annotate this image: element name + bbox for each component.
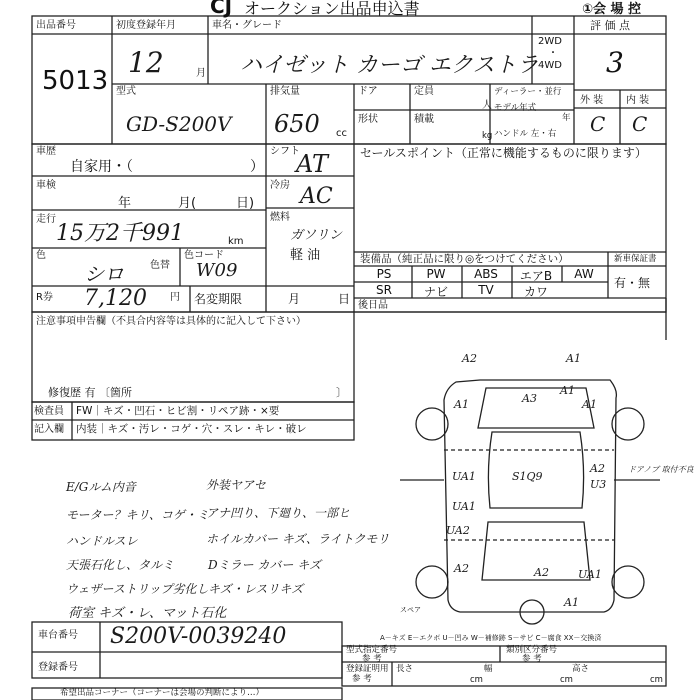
fuel-diesel-label: 軽 油 [290, 248, 321, 263]
model-type-label: 型式 [116, 86, 136, 97]
mileage-label: 走行 [36, 214, 56, 225]
cc-label: cc [336, 128, 347, 139]
handle-label: ハンドル 左・右 [494, 129, 557, 139]
color-change-label: 色替 [150, 260, 170, 271]
note-line: 荷室 キズ・レ、マット石化 [68, 606, 227, 621]
designation-ref: 参 考 [362, 654, 382, 664]
capacity-label: 定員 [414, 86, 434, 97]
shift-label: シフト [270, 146, 300, 157]
person-label: 人 [482, 100, 492, 111]
diagram-mark: A1 [560, 384, 575, 397]
color-code-label: 色コード [184, 250, 224, 261]
nc-day: 日 [338, 292, 351, 306]
color-code-value: W09 [196, 260, 238, 281]
drive-sep: ・ [548, 48, 558, 59]
score-value: 3 [606, 46, 624, 79]
width-cm: cm [560, 675, 573, 685]
repair-close: 〕 [336, 386, 347, 399]
yen-label: 円 [170, 292, 180, 303]
category-no-label: 類別区分番号 [506, 645, 558, 655]
r-ticket-label: R券 [36, 292, 53, 303]
name-change-label: 名変期限 [194, 292, 243, 306]
load-label: 積載 [414, 114, 434, 125]
note-line: E/Gルム内音 [66, 480, 136, 494]
car-grade-label: 車名・グレード [212, 20, 282, 31]
equip-tv: TV [478, 283, 494, 297]
listing-no-value: 5013 [42, 66, 109, 96]
height-label: 高さ [572, 664, 590, 674]
ac-label: 冷房 [270, 180, 290, 191]
spare-label: スペア [400, 606, 421, 614]
note-line: Dミラー カバー キズ [208, 558, 322, 572]
diagram-mark: UA1 [578, 568, 602, 581]
nc-month: 月 [288, 292, 301, 306]
width-label: 幅 [484, 664, 493, 674]
door-label: ドア [358, 86, 378, 97]
first-reg-label: 初度登録年月 [116, 20, 176, 31]
chassis-no-value: S200V-0039240 [110, 624, 287, 649]
car-name-value: ハイゼット カーゴ エクストラ [240, 53, 539, 78]
note-line: ハンドルスレ [66, 534, 138, 548]
color-value: シロ [84, 262, 124, 286]
height-cm: cm [650, 675, 663, 685]
diagram-mark: UA1 [452, 470, 476, 483]
note-line: 天張石化し、タルミ [66, 558, 175, 572]
diagram-mark: A2 [590, 462, 605, 475]
diagram-mark: A2 [534, 566, 549, 579]
length-cm: cm [470, 675, 483, 685]
note-line: アナ凹り、下廻り、一部ヒ [206, 506, 351, 520]
private-use-close: ） [250, 159, 264, 175]
r-fee-value: 7,120 [84, 286, 147, 311]
first-reg-month-value: 12 [128, 46, 164, 79]
color-label: 色 [36, 250, 46, 261]
km-label: km [228, 236, 244, 247]
diagram-mark: A1 [566, 352, 581, 365]
exterior-label: 外 装 [580, 95, 604, 106]
note-line: 外装ヤアセ [206, 478, 266, 492]
warranty-options: 有・無 [614, 276, 651, 290]
diagram-mark: ドアノブ 取付不良 [628, 465, 694, 474]
fuel-label: 燃料 [270, 212, 290, 223]
interior-label: 内 装 [626, 95, 650, 106]
year-label: 年 [562, 113, 571, 123]
diagram-mark: UA1 [452, 500, 476, 513]
fuel-value: ガソリン [290, 228, 343, 243]
car-diagram [400, 380, 660, 624]
drive-2wd: 2WD [538, 36, 562, 47]
diagram-mark: A1 [582, 398, 597, 411]
notes-label: 注意事項申告欄（不具合内容等は具体的に記入して下さい） [36, 316, 306, 327]
month-label: 月 [196, 68, 206, 79]
score-label: 評 価 点 [590, 19, 630, 32]
category-ref: 参 考 [522, 654, 542, 664]
cert-dims-label: 登録証明用 [346, 664, 389, 674]
model-code-value: GD-S200V [126, 112, 232, 136]
diagram-mark: U3 [590, 478, 607, 491]
model-year-label: モデル年式 [494, 103, 537, 113]
entry-label: 記入欄 [34, 424, 64, 435]
insp-day: 日) [236, 196, 255, 211]
equip-abs: ABS [474, 267, 498, 281]
exterior-row: FW｜キズ・凹石・ヒビ割・リペア跡・×要 [76, 405, 280, 417]
diagram-mark: UA2 [446, 524, 470, 537]
dealer-parallel-label: ディーラー・並行 [494, 87, 562, 97]
displacement-value: 650 [274, 110, 320, 138]
damage-legend: A－キズ E－エクボ U－凹み W－補修跡 S－サビ C－腐食 XX－交換済 [380, 634, 602, 642]
diagram-mark: A3 [522, 392, 537, 405]
after-items-label: 後日品 [358, 300, 388, 311]
ac-value: AC [300, 184, 333, 209]
warranty-label: 新車保証書 [614, 254, 657, 264]
insp-year: 年 [118, 196, 132, 211]
interior-row: 内装｜キズ・汚レ・コゲ・穴・スレ・キレ・破レ [76, 423, 307, 435]
kg-label: kg [482, 131, 493, 141]
repair-history-label: 修復歴 有 〔箇所 [48, 386, 132, 399]
control-label: ①会 場 控 [582, 2, 642, 17]
diagram-mark: A1 [454, 398, 469, 411]
designation-no-label: 型式指定番号 [346, 645, 398, 655]
reg-no-label: 登録番号 [38, 662, 78, 673]
equip-aw: AW [574, 267, 594, 281]
inspector-label: 検査員 [34, 406, 64, 417]
equip-ps: PS [376, 267, 392, 281]
listing-no-label: 出品番号 [36, 20, 76, 31]
note-line: ホイルカバー キズ、ライトクモリ [206, 532, 390, 546]
diagram-mark: A2 [462, 352, 477, 365]
equip-leather: カワ [523, 285, 548, 299]
car-history-label: 車歴 [36, 146, 56, 157]
equip-navi: ナビ [423, 285, 448, 299]
cert-ref: 参 考 [352, 674, 372, 684]
private-use-label: 自家用・（ [70, 159, 133, 175]
insp-month: 月( [178, 196, 197, 211]
mileage-value: 15万2千991 [56, 221, 184, 246]
equip-pw: PW [426, 267, 446, 281]
displacement-label: 排気量 [270, 86, 300, 97]
inspection-label: 車検 [36, 180, 56, 191]
equip-sr: SR [376, 283, 392, 297]
bottom-corner-label: 希望出品コーナー（コーナーは会場の判断により…） [60, 688, 265, 698]
note-line: モーター？キリ、コゲ・ミ [66, 508, 209, 522]
sales-point-label: セールスポイント（正常に機能するものに限ります） [360, 146, 647, 160]
note-line: キズ・レスリキズ [208, 582, 304, 596]
header-logo: CJ [210, 0, 233, 18]
diagram-mark: S1Q9 [512, 470, 543, 483]
drive-4wd: 4WD [538, 60, 562, 71]
ext-grade-value: C [590, 112, 606, 136]
diagram-mark: A1 [564, 596, 579, 609]
equip-airbag: エアB [519, 269, 553, 283]
shape-label: 形状 [358, 114, 378, 125]
equipment-label: 装備品（純正品に限り◎をつけてください） [360, 253, 569, 265]
note-line: ウェザーストリップ劣化し [66, 582, 209, 596]
header-title: オークション出品申込書 [244, 0, 420, 18]
int-grade-value: C [632, 112, 648, 136]
shift-value: AT [296, 150, 329, 178]
chassis-no-label: 車台番号 [38, 630, 78, 641]
length-label: 長さ [396, 664, 414, 674]
diagram-mark: A2 [454, 562, 469, 575]
